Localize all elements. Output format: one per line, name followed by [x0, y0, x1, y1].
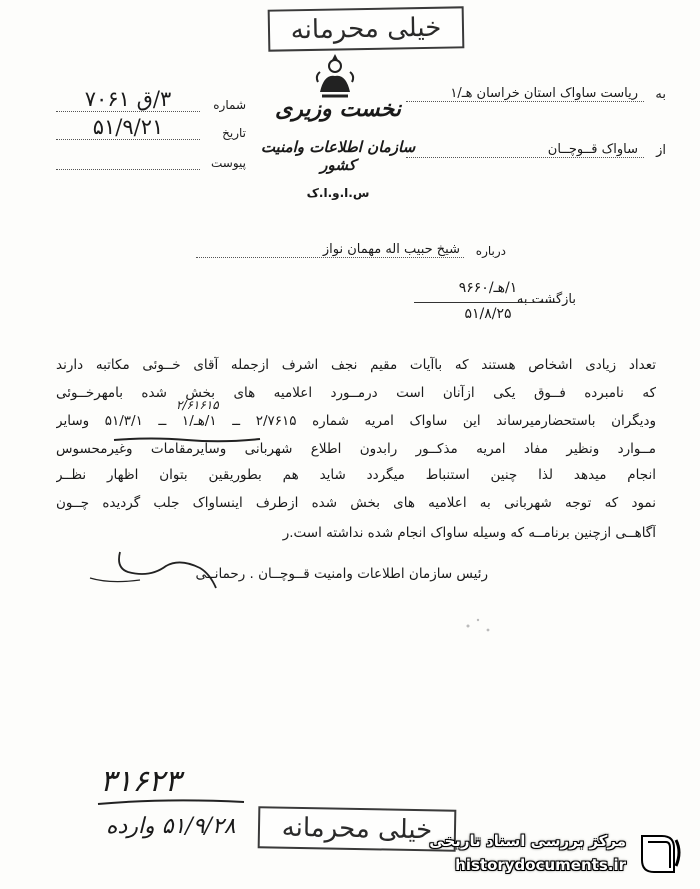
reference-divider: [414, 302, 556, 303]
letter-date-label: تاریخ: [222, 126, 246, 140]
signatory-line: رئیس سازمان اطلاعات وامنیت قــوچــان . رحمانــی: [195, 566, 488, 582]
body-line: تعداد زیادی اشخاص هستند که باآیات مقیم نجف اشرف ازجمله آقای خــوئی مکاتبه دارند: [56, 357, 656, 373]
body-line: ودیگران باستحضارمیرساند این ساواک امریه شماره ۲/۷۶۱۵ ــ ۱/هـ/۱ ــ ۵۱/۳/۱ وسایر: [56, 413, 656, 429]
letter-number-value: ۳/ق ۷۰۶۱: [56, 88, 200, 112]
reference-number: ۱/هـ/۹۶۶۰: [458, 280, 518, 296]
sender-label: از: [656, 143, 666, 158]
classification-stamp-top: خیلی محرمانه: [268, 6, 465, 51]
letter-number-label: شماره: [213, 98, 246, 112]
margin-reference-note: ۲/۶۱۶۱۵: [176, 398, 219, 412]
attachment-label: پیوست: [211, 156, 246, 170]
body-line: انجام میدهد لذا چنین استنباط میگردد شاید هم بطوریقین بتوان اظهار نظــر: [56, 467, 656, 483]
recipient-label: به: [655, 87, 666, 102]
received-date-handwritten: ۵۱/۹/۲۸ وارده: [106, 814, 236, 839]
recipient-row: [406, 78, 666, 102]
organization-title: سازمان اطلاعات وامنیت کشور: [260, 138, 416, 174]
ministry-title: نخست وزیری: [275, 96, 401, 122]
sender-row: [406, 134, 666, 158]
reference-date: ۵۱/۸/۲۵: [464, 306, 512, 322]
body-line: مــوارد ونظیر مفاد امریه مذکــور رابدون اطلاع شهربانی وسایرمقامات وغیرمحسوس: [56, 441, 656, 457]
attachment-value: [56, 168, 200, 170]
subject-label: درباره: [475, 244, 506, 258]
ink-specks: [460, 612, 500, 642]
archive-logo-icon: [636, 832, 684, 876]
archive-watermark: [418, 826, 688, 882]
letter-date-value: ۵۱/۹/۲۱: [56, 116, 200, 140]
subject-row: [196, 234, 506, 258]
body-line: آگاهــی ازچنین برنامــه که وسیله ساواک انجام شده نداشته است.ر: [282, 525, 656, 541]
reference-label: بازگشت به: [516, 292, 576, 307]
lion-and-sun-emblem-icon: [312, 52, 358, 102]
attachment-row: [56, 144, 246, 170]
sender-value: ساواک قــوچــان: [406, 142, 644, 158]
registration-number-handwritten: ۳۱۶۲۳: [100, 764, 181, 799]
letter-date-row: [56, 114, 246, 140]
organization-code: س.ا.و.ا.ک: [306, 186, 370, 200]
watermark-title: مرکز بررسی اسناد تاریخی: [429, 832, 626, 850]
body-line: نمود که توجه شهربانی به اعلامیه های بخش شده ازطرف اینساواک جلب گردیده چــون: [56, 495, 656, 511]
watermark-url: historydocuments.ir: [455, 856, 626, 874]
recipient-value: ریاست ساواک استان خراسان هـ/۱: [406, 86, 644, 102]
classification-stamp-bottom: خیلی محرمانه: [258, 806, 457, 851]
letter-number-row: [56, 86, 246, 112]
handwritten-underline: [96, 796, 246, 810]
subject-value: شیخ حبیب اله مهمان نواز: [196, 242, 464, 258]
body-line: که نامبرده فــوق یکی ازآنان است درمــورد اعلامیه های بخش شده بامهرخــوئی: [56, 385, 656, 401]
